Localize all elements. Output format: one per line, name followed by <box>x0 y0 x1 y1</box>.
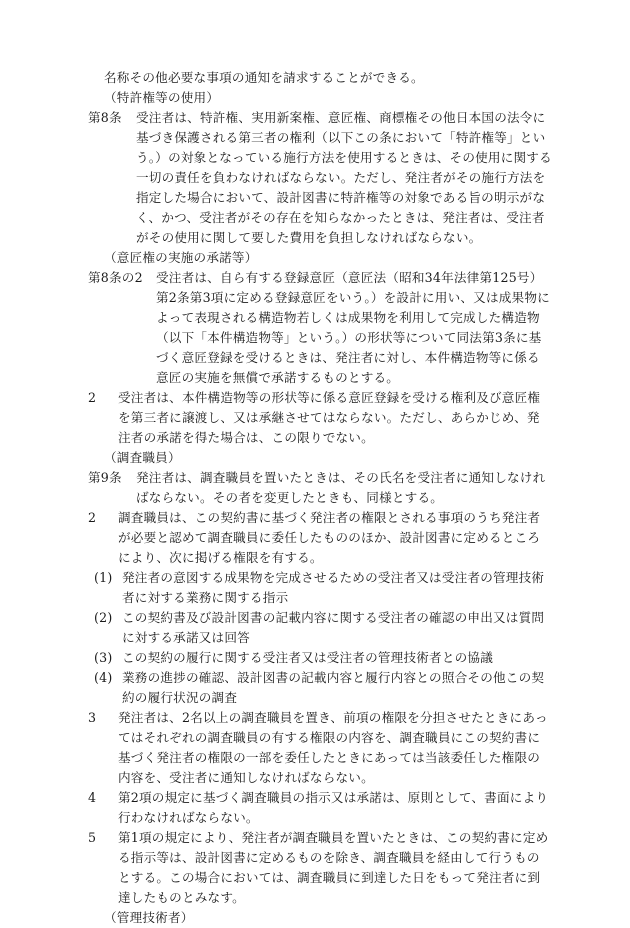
article-9-paragraph-5 <box>88 828 552 908</box>
article-8-label: 第8条 <box>88 110 122 125</box>
article-8-2-paragraph-2 <box>88 388 552 448</box>
item-label: (1) <box>94 570 113 585</box>
article-9-paragraph-3 <box>88 708 552 788</box>
article-8-2-label: 第8条の2 <box>88 270 143 285</box>
article-9-caption: （調査職員） <box>104 450 181 465</box>
item-label: (3) <box>94 650 113 665</box>
list-item <box>88 648 552 668</box>
paragraph-label: 4 <box>88 790 97 805</box>
article-9-paragraph-4 <box>88 788 552 828</box>
article-10-caption: （管理技術者） <box>104 910 194 925</box>
paragraph-label: 2 <box>88 510 97 525</box>
list-item <box>88 668 552 708</box>
item-text: 業務の進捗の確認、設計図書の記載内容と履行内容との照合その他この契約の履行状況の調査 <box>122 670 545 705</box>
item-text: 発注者の意図する成果物を完成させるための受注者又は受注者の管理技術者に対する業務に関する指示 <box>122 570 545 605</box>
item-label: (2) <box>94 610 113 625</box>
paragraph-text: 第2項の規定に基づく調査職員の指示又は承諾は、原則として、書面により行わなければならない。 <box>118 790 549 825</box>
paragraph-text: 受注者は、本件構造物等の形状等に係る意匠登録を受ける権利及び意匠権を第三者に譲渡し、又は承継させてはならない。ただし、あらかじめ、発注者の承諾を得た場合は、この限りでない。 <box>118 390 541 445</box>
document-page <box>88 68 552 928</box>
article-9 <box>88 468 552 508</box>
list-item <box>88 608 552 648</box>
paragraph-text: 発注者は、2名以上の調査職員を置き、前項の権限を分担させたときにあってはそれぞれの調査職員の有する権限の内容を、調査職員にこの契約書に基づく発注者の権限の一部を委任したときにあっては当該委任した権限の内容を、受注者に通知しなければならない。 <box>118 710 548 785</box>
item-label: (4) <box>94 670 113 685</box>
paragraph-label: 5 <box>88 830 97 845</box>
article-9-text: 発注者は、調査職員を置いたときは、その氏名を受注者に通知しなければならない。その者を変更したときも、同様とする。 <box>136 470 546 505</box>
article-8 <box>88 108 552 248</box>
article-8-caption: （特許権等の使用） <box>104 90 220 105</box>
list-item <box>88 568 552 608</box>
article-8-2-text: 受注者は、自ら有する登録意匠（意匠法（昭和34年法律第125号）第2条第3項に定める登録意匠をいう。）を設計に用い、又は成果物によって表現される構造物若しくは成果物を利用して完成した構造物（以下「本件構造物等」という。）の形状等について同法第3条に基づく意匠登録を受けるときは、発注者に対し、本件構造物等に係る意匠の実施を無償で承諾するものとする。 <box>156 270 550 385</box>
article-8-text: 受注者は、特許権、実用新案権、意匠権、商標権その他日本国の法令に基づき保護される第三者の権利（以下この条において「特許権等」という。）の対象となっている施行方法を使用するときは、その使用に関する一切の責任を負わなければならない。ただし、発注者がその施行方法を指定した場合において、設計図書に特許権等の対象である旨の明示がなく、かつ、受注者がその存在を知らなかったときは、発注者は、受注者がその使用に関して要した費用を負担しなければならない。 <box>136 110 552 245</box>
article-9-paragraph-2 <box>88 508 552 568</box>
paragraph-label: 2 <box>88 390 97 405</box>
item-text: この契約書及び設計図書の記載内容に関する受注者の確認の申出又は質問に対する承諾又は回答 <box>122 610 545 645</box>
article-8-2 <box>88 268 552 388</box>
paragraph-text: 調査職員は、この契約書に基づく発注者の権限とされる事項のうち発注者が必要と認めて調査職員に委任したもののほか、設計図書に定めるところにより、次に掲げる権限を有する。 <box>118 510 541 565</box>
article-8-2-caption: （意匠権の実施の承諾等） <box>104 250 258 265</box>
article-9-label: 第9条 <box>88 470 122 485</box>
item-text: この契約の履行に関する受注者又は受注者の管理技術者との協議 <box>122 650 494 665</box>
continuation-text: 名称その他必要な事項の通知を請求することができる。 <box>104 70 424 85</box>
paragraph-text: 第1項の規定により、発注者が調査職員を置いたときは、この契約書に定める指示等は、設計図書に定めるものを除き、調査職員を経由して行うものとする。この場合においては、調査職員に到達した日をもって発注者に到達したものとみなす。 <box>118 830 549 905</box>
paragraph-label: 3 <box>88 710 97 725</box>
